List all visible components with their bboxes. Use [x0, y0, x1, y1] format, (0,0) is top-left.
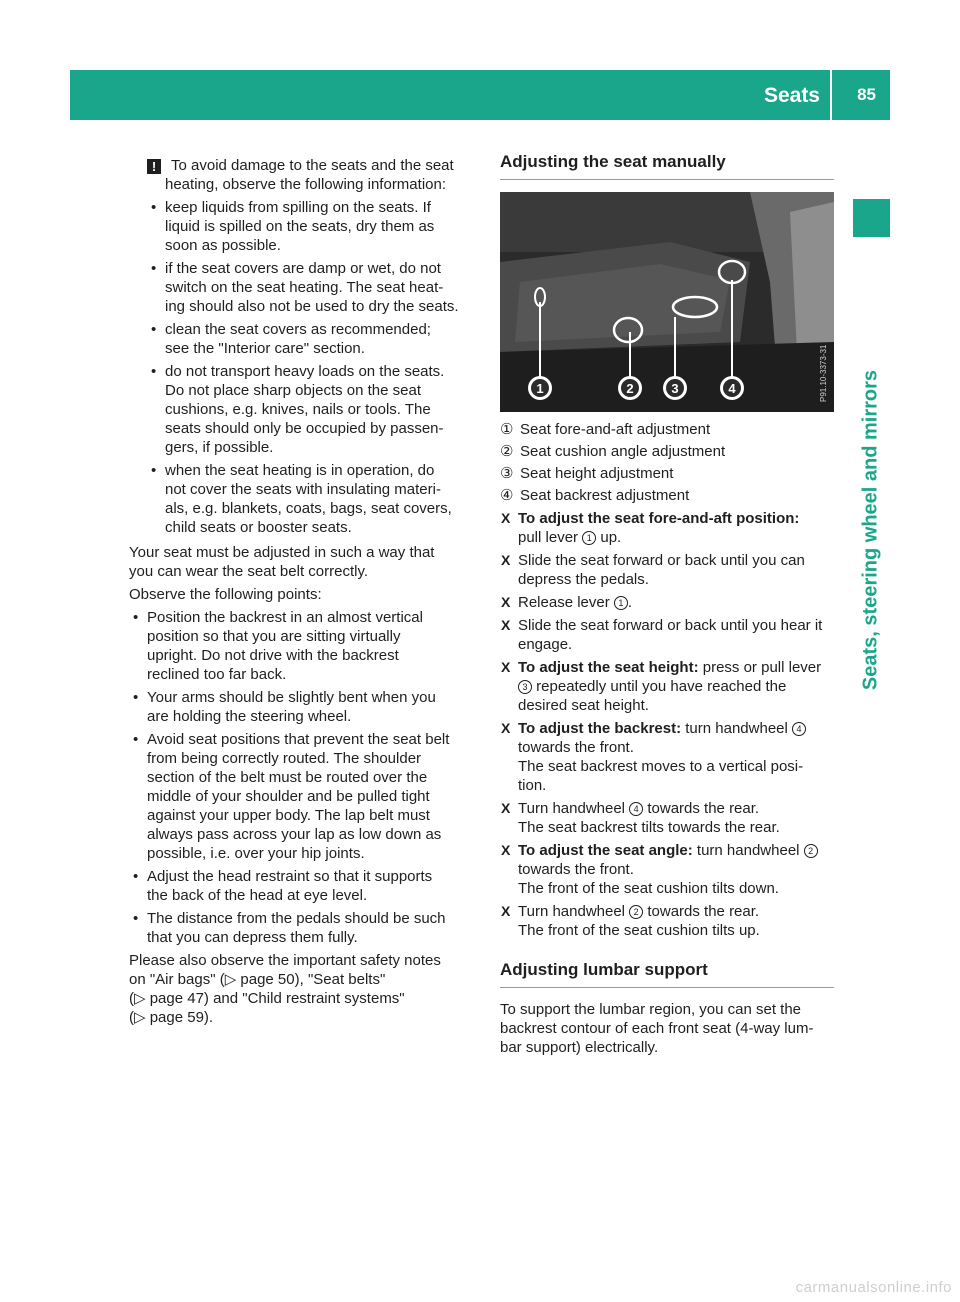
list-item: • if the seat covers are damp or wet, do not switch on the seat heating. The seat heat- ing should also not be used to dry the seats. — [151, 260, 459, 315]
list-item: • Adjust the head restraint so that it supports the back of the head at eye level. — [133, 868, 433, 904]
legend-item: ④ Seat backrest adjustment — [500, 487, 690, 504]
step: X Turn handwheel 4 towards the rear. The seat backrest tilts towards the rear. — [501, 800, 780, 836]
list-item: • do not transport heavy loads on the seats. Do not place sharp objects on the seat cushions, e.g. knives, nails or tools. The seats should only be occupied by passen- gers, if possible. — [151, 363, 445, 456]
watermark: carmanualsonline.info — [795, 1279, 952, 1296]
heading-seat-manual: Adjusting the seat manually — [500, 152, 834, 180]
header-divider — [830, 70, 832, 120]
heading-lumbar: Adjusting lumbar support — [500, 960, 834, 988]
photo-code: P91.10-3373-31 — [819, 344, 828, 402]
chapter-label: Seats, steering wheel and mirrors — [859, 369, 882, 691]
step: X To adjust the backrest: turn handwheel 4 towards the front. The seat backrest moves to a vertical posi- tion. — [500, 719, 834, 795]
step: X To adjust the seat fore-and-aft position: pull lever 1 up. — [501, 510, 800, 546]
list-item: • when the seat heating is in operation, do not cover the seats with insulating materi- als, e.g. blankets, coats, bags, seat covers, child seats or booster seats. — [151, 462, 452, 536]
right-column — [500, 152, 834, 1057]
svg-text:1: 1 — [536, 381, 544, 396]
step: X Release lever 1 . — [501, 594, 633, 611]
step: X Slide the seat forward or back until you hear it engage. — [501, 617, 823, 653]
seat-photo — [500, 192, 834, 412]
svg-text:3: 3 — [671, 381, 679, 396]
step: X Turn handwheel 2 towards the rear. The front of the seat cushion tilts up. — [501, 903, 760, 939]
warning-text-2: heating, observe the following information: — [165, 176, 447, 193]
list-item: • The distance from the pedals should be such that you can depress them fully. — [133, 910, 446, 946]
photo-marker-2 — [618, 376, 642, 400]
step: X To adjust the seat height: press or pull lever 3 repeatedly until you have reached the desired seat height. — [501, 659, 822, 714]
list-item: • Position the backrest in an almost vertical position so that you are sitting virtually upright. Do not drive with the backrest reclined too far back. — [133, 609, 423, 683]
photo-marker-1 — [528, 376, 552, 400]
legend-item: ① Seat fore-and-aft adjustment — [500, 421, 711, 438]
svg-text:2: 2 — [626, 381, 634, 396]
legend-item: ③ Seat height adjustment — [500, 465, 674, 482]
step: X To adjust the seat angle: turn handwheel 2 towards the front. The front of the seat cushion tilts down. — [500, 841, 834, 898]
legend — [500, 420, 834, 505]
header-bar — [70, 70, 890, 120]
svg-text:4: 4 — [728, 381, 736, 396]
step: X Slide the seat forward or back until you can depress the pedals. — [501, 552, 805, 588]
chapter-tab — [853, 199, 890, 237]
points-list — [129, 608, 483, 947]
safety-note: Please also observe the important safety notes on "Air bags" (▷ page 50), "Seat belts" (▷ page 47) and "Child restraint systems" (▷ page 59). — [129, 952, 441, 1026]
photo-marker-4 — [720, 376, 744, 400]
warning-block — [147, 156, 483, 175]
warning-list — [147, 198, 483, 537]
warning-icon: ! — [147, 159, 161, 174]
list-item: • Avoid seat positions that prevent the seat belt from being correctly routed. The shoulder section of the belt must be routed over the middle of your shoulder and be pulled tight against your upper body. The lap belt must always pass across your lap as low down as possible, i.e. over your hip joints. — [133, 731, 450, 862]
list-item: • clean the seat covers as recommended; see the "Interior care" section. — [151, 321, 431, 357]
legend-item: ② Seat cushion angle adjustment — [500, 443, 726, 460]
list-item: • Your arms should be slightly bent when you are holding the steering wheel. — [133, 689, 436, 725]
seat-illustration — [500, 192, 834, 412]
list-item: • keep liquids from spilling on the seats. If liquid is spilled on the seats, dry them as soon as possible. — [151, 199, 435, 254]
photo-marker-3 — [663, 376, 687, 400]
left-column — [129, 156, 483, 1027]
warning-text: To avoid damage to the seats and the seat — [171, 157, 454, 174]
page-number: 85 — [857, 85, 876, 104]
paragraph: Observe the following points: — [129, 586, 322, 603]
paragraph: Your seat must be adjusted in such a way that you can wear the seat belt correctly. — [129, 544, 435, 580]
lumbar-text: To support the lumbar region, you can set the backrest contour of each front seat (4-way lum- bar support) electrically. — [500, 1001, 814, 1056]
section-title: Seats — [763, 84, 820, 107]
